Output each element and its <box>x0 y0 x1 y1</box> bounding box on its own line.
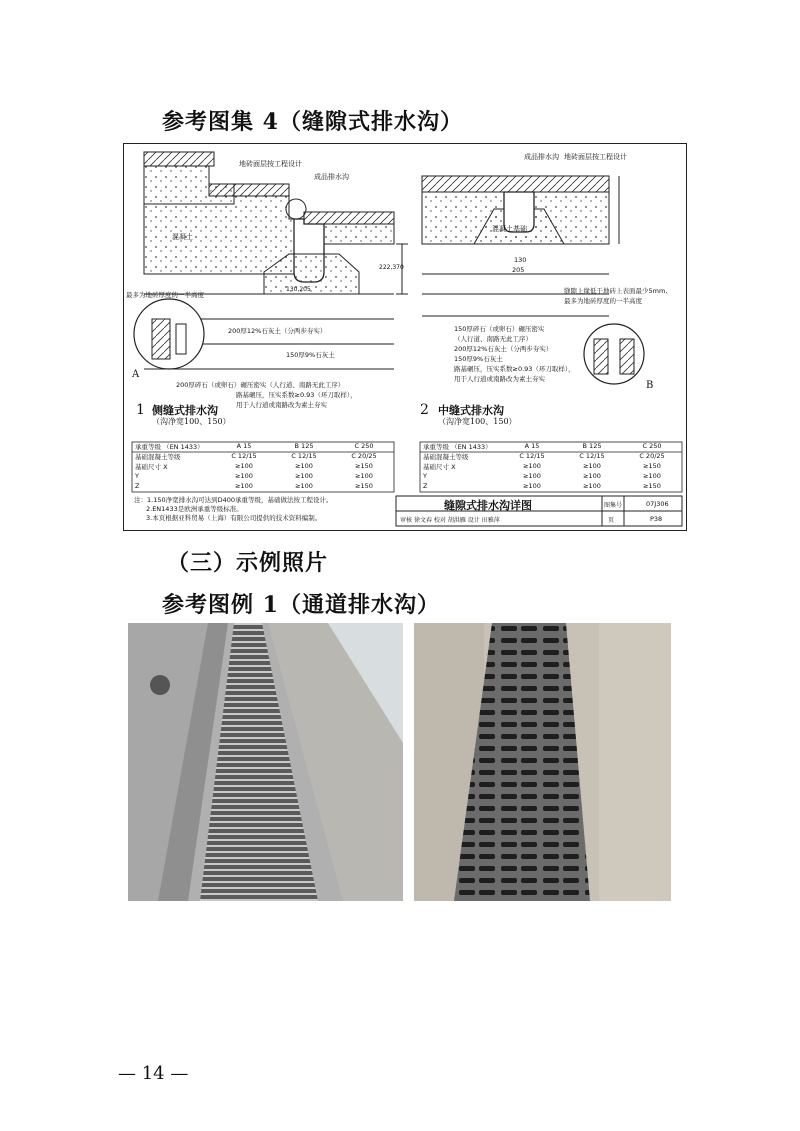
left-number: 1 <box>136 402 145 418</box>
table-header-row <box>420 442 682 452</box>
check-label: 校对 <box>433 517 446 524</box>
right-subtitle: （沟净宽100、150） <box>438 417 517 426</box>
right-note2: 最多为地砖厚度的一半高度 <box>564 297 642 305</box>
table-header-cell: B 125 <box>582 442 602 450</box>
table-row <box>420 482 682 492</box>
right-title: 中缝式排水沟 <box>438 404 504 417</box>
right-spec-table <box>420 442 682 492</box>
table-cell: ≥100 <box>583 472 601 480</box>
table-cell: Y <box>135 472 139 480</box>
left-subtitle: （沟净宽100、150） <box>152 417 231 426</box>
table-cell: C 12/15 <box>579 452 605 460</box>
table-cell: Z <box>135 482 140 490</box>
photo-steel-grating-drain <box>128 623 403 901</box>
check-name: 胡洪雁 <box>447 517 466 524</box>
table-cell: ≥100 <box>235 462 253 470</box>
table-cell: ≥100 <box>295 472 313 480</box>
right-note1: 缝隙上缘低于地砖上表面最少5mm, <box>564 287 668 295</box>
table-cell: ≥150 <box>643 482 661 490</box>
table-row <box>132 472 394 482</box>
table-cell: C 12/15 <box>231 452 257 460</box>
left-layer4-label: 路基碾压，压实系数≥0.93（环刀取样）， <box>236 391 357 399</box>
right-base-label: 混凝土基础 <box>492 225 527 233</box>
photo-right-svg <box>414 623 671 901</box>
technical-drawing <box>123 143 687 531</box>
table-cell: C 20/25 <box>639 452 665 460</box>
right-marker: B <box>646 380 654 391</box>
table-header-cell: A 15 <box>236 442 252 450</box>
table-row <box>132 452 394 462</box>
left-dims-label: 130,205 <box>286 286 311 293</box>
table-cell: Y <box>423 472 427 480</box>
table-cell: ≥100 <box>523 472 541 480</box>
table-header-cell: B 125 <box>294 442 314 450</box>
note-2: 2.EN1433是欧洲承重等级标准。 <box>146 505 243 513</box>
note-3: 3.本页根据亚科贸易（上海）有限公司提供的技术资料编制。 <box>146 514 322 522</box>
table-cell: 基础尺寸 X <box>423 463 456 471</box>
left-layer3-label: 200厚碎石（或卵石）碾压密实（人行道、南路无此工序） <box>176 381 345 389</box>
notes <box>134 496 333 523</box>
table-header-cell: C 250 <box>354 442 374 450</box>
table-row <box>132 462 394 472</box>
right-dim130-label: 130 <box>514 256 527 264</box>
right-number: 2 <box>420 402 429 418</box>
right-layer3-label: 150厚9%石灰土 <box>454 355 503 363</box>
table-row <box>420 462 682 472</box>
table-cell: 基础混凝土等级 <box>135 453 181 461</box>
table-row <box>420 452 682 462</box>
right-layer5-label: 用于人行道或南路改为素土夯实 <box>454 375 545 383</box>
left-layer5-label: 用于人行道或南路改为素土夯实 <box>236 401 327 409</box>
left-product-label: 成品排水沟 <box>314 173 349 181</box>
right-product-label: 成品排水沟 <box>524 153 559 161</box>
table-cell: ≥150 <box>355 462 373 470</box>
section-heading: （三）示例照片 <box>167 550 329 576</box>
right-layer4-label: 路基碾压，压实系数≥0.93（环刀取样）， <box>454 365 575 373</box>
left-title: 侧缝式排水沟 <box>152 404 218 417</box>
titleblock-title: 缝隙式排水沟详图 <box>444 499 532 512</box>
table-cell: C 12/15 <box>519 452 545 460</box>
table-cell: ≥100 <box>523 482 541 490</box>
table-cell: 基础混凝土等级 <box>423 453 469 461</box>
left-marker: A <box>132 369 140 380</box>
signature-row <box>400 515 500 524</box>
table-cell: ≥100 <box>643 472 661 480</box>
right-floor-label: 地砖面层按工程设计 <box>564 153 627 161</box>
left-thickness-label: 最多为地砖厚度的一半高度 <box>126 291 204 299</box>
table-header-row <box>132 442 394 452</box>
photo-slotted-grating-drain <box>414 623 671 901</box>
table-cell: C 12/15 <box>291 452 317 460</box>
page-number-tb: P38 <box>650 515 663 523</box>
table-row <box>420 472 682 482</box>
photo-left-svg <box>128 623 403 901</box>
table-header-cell: C 250 <box>642 442 662 450</box>
design-label: 设计 <box>467 517 480 524</box>
left-layer1-label: 200厚12%石灰土（分两步夯实） <box>228 327 327 335</box>
left-spec-table <box>132 442 394 492</box>
atlas-label: 图集号 <box>604 502 623 509</box>
table-cell: ≥100 <box>583 462 601 470</box>
review-label: 审核 <box>400 517 413 524</box>
left-floor-label: 地砖面层按工程设计 <box>239 160 302 168</box>
table-cell: ≥100 <box>235 472 253 480</box>
table-cell: ≥100 <box>355 472 373 480</box>
atlas-number: 07J306 <box>646 500 669 508</box>
table-cell: ≥150 <box>643 462 661 470</box>
left-dim-h-label: 222,370 <box>379 264 404 271</box>
left-concrete-label: 混凝土 <box>172 233 193 241</box>
right-dim205-label: 205 <box>512 266 525 274</box>
design-name: 田雅萍 <box>481 517 500 524</box>
reference-set-heading: 参考图集 4（缝隙式排水沟） <box>162 109 463 135</box>
page-footer: — 14 — <box>118 1063 189 1084</box>
table-header-cell: 承重等级 （EN 1433） <box>135 443 204 451</box>
right-layer1-label: 150厚碎石（或卵石）碾压密实 <box>454 325 545 333</box>
table-cell: ≥150 <box>355 482 373 490</box>
reference-example-heading: 参考图例 1（通道排水沟） <box>162 592 440 618</box>
page-label: 页 <box>608 517 615 524</box>
table-cell: ≥100 <box>295 462 313 470</box>
table-row <box>132 482 394 492</box>
table-cell: ≥100 <box>583 482 601 490</box>
note-1: 注：1.150净宽排水沟可达到D400承重等级，基础做法按工程设计。 <box>134 496 333 504</box>
table-cell: C 20/25 <box>351 452 377 460</box>
table-cell: Z <box>423 482 428 490</box>
review-name: 徐文春 <box>413 517 432 524</box>
left-layer2-label: 150厚9%石灰土 <box>286 351 335 359</box>
table-cell: ≥100 <box>295 482 313 490</box>
table-header-cell: 承重等级 （EN 1433） <box>423 443 492 451</box>
table-header-cell: A 15 <box>524 442 540 450</box>
right-layer2-label: 200厚12%石灰土（分两步夯实） <box>454 345 553 353</box>
table-cell: ≥100 <box>235 482 253 490</box>
table-cell: ≥100 <box>523 462 541 470</box>
right-layer1b-label: （人行道、南路无此工序） <box>454 335 532 343</box>
table-cell: 基础尺寸 X <box>135 463 168 471</box>
left-detail <box>134 152 408 369</box>
